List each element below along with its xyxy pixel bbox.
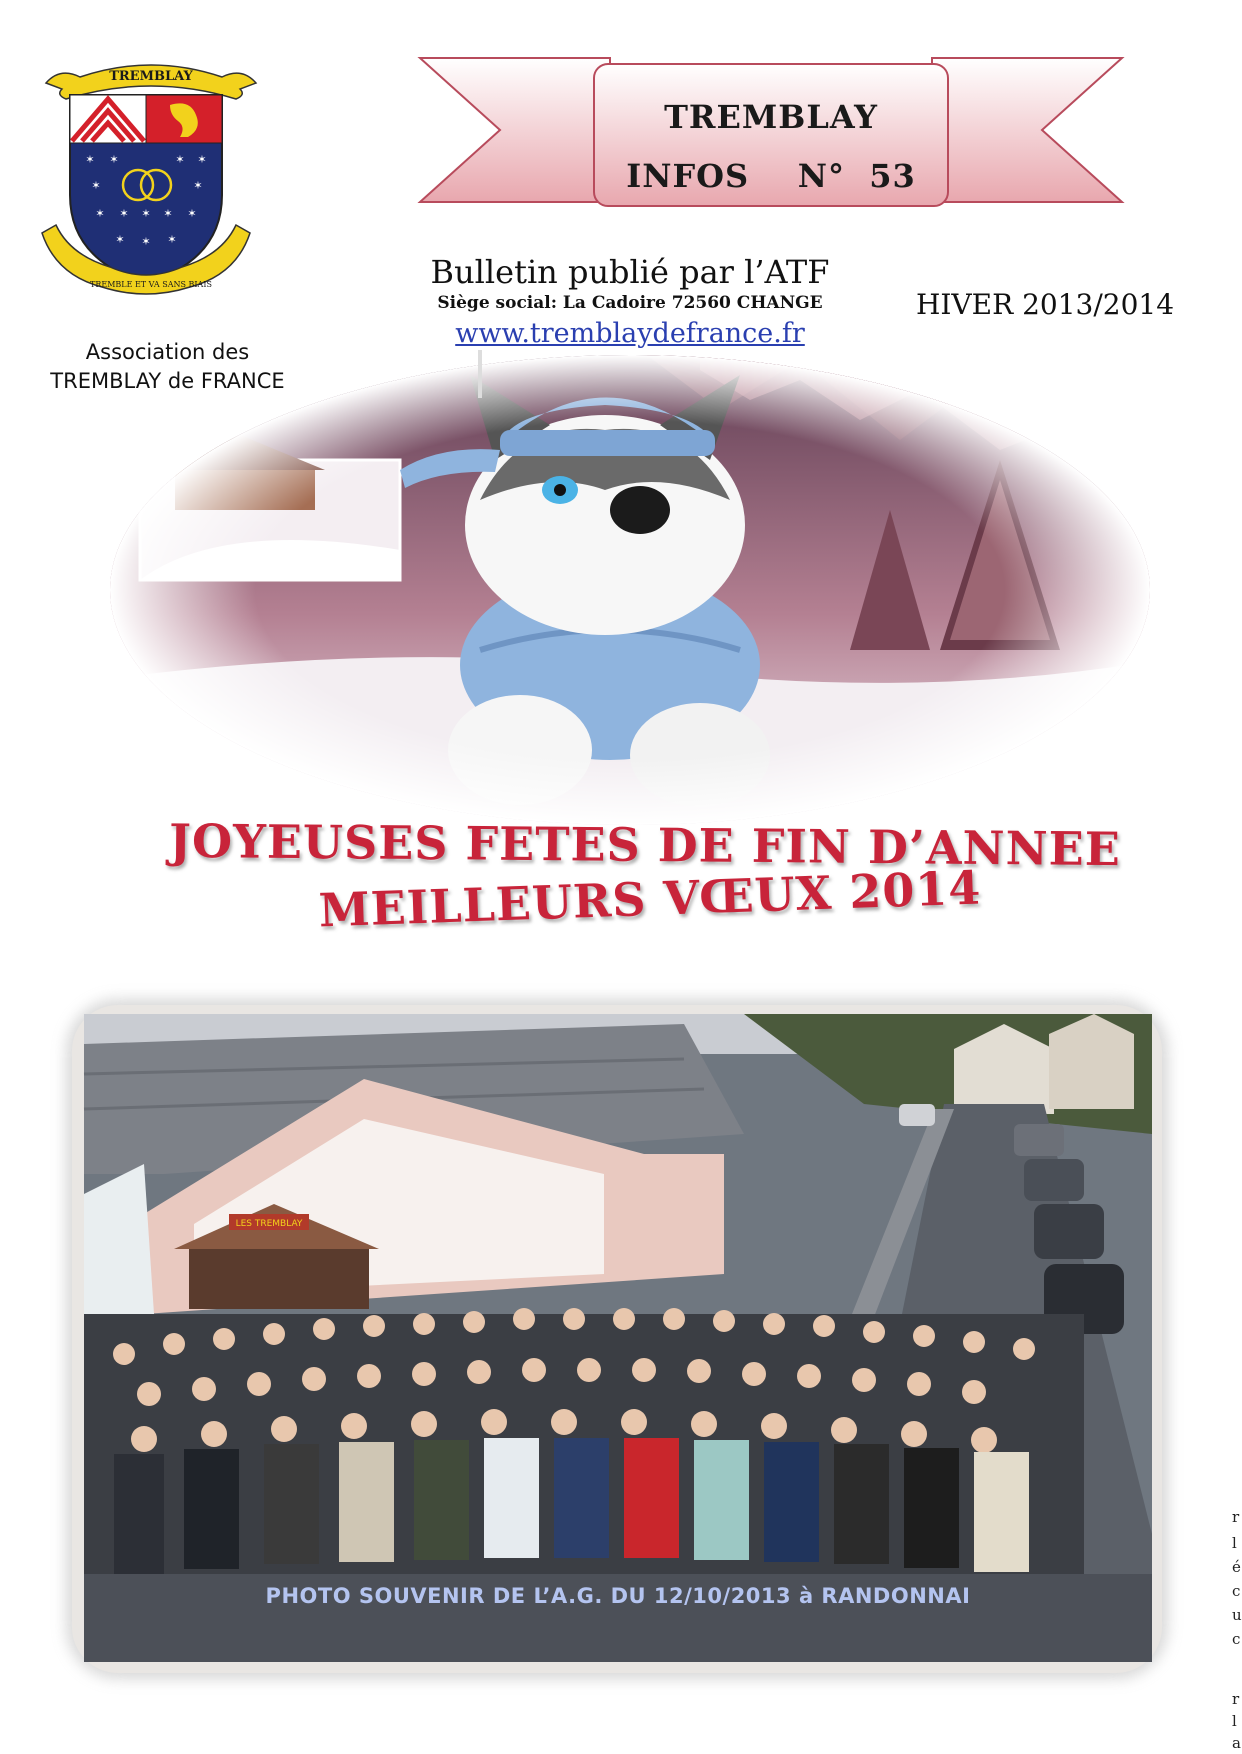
porch-sign: LES TREMBLAY [235, 1219, 303, 1229]
svg-text:✶: ✶ [197, 153, 207, 166]
group-photo [84, 1014, 1152, 1662]
edge-fragment: c [1232, 1630, 1241, 1648]
banner-issue-number: INFOS N° 53 [626, 157, 916, 195]
svg-text:✶: ✶ [91, 179, 101, 192]
edge-fragment: r [1232, 1508, 1240, 1526]
edge-fragment: é [1232, 1558, 1241, 1576]
svg-text:✶: ✶ [119, 207, 129, 220]
crest-ribbon-bottom: TREMBLE ET VA SANS BIAIS [90, 280, 212, 289]
publisher-line: Bulletin publié par l’ATF [430, 253, 830, 291]
svg-text:✶: ✶ [141, 235, 151, 248]
coat-of-arms-logo [40, 55, 262, 295]
banner-title: TREMBLAY [664, 98, 878, 136]
svg-text:✶: ✶ [193, 179, 203, 192]
title-banner [418, 52, 1124, 210]
svg-text:✶: ✶ [95, 207, 105, 220]
edge-fragment: c [1232, 1582, 1241, 1600]
svg-text:✶: ✶ [115, 233, 125, 246]
svg-text:✶: ✶ [187, 207, 197, 220]
winter-husky-illustration [100, 350, 1160, 830]
crowd [84, 1308, 1084, 1584]
edge-fragment: l [1232, 1712, 1237, 1730]
svg-text:✶: ✶ [141, 207, 151, 220]
issue-season: HIVER 2013/2014 [915, 288, 1175, 321]
svg-text:✶: ✶ [175, 153, 185, 166]
svg-text:✶: ✶ [167, 233, 177, 246]
head-office-address: Siège social: La Cadoire 72560 CHANGE [437, 293, 823, 313]
crest-ribbon-top: TREMBLAY [109, 69, 193, 84]
website-link[interactable]: www.tremblaydefrance.fr [455, 318, 805, 349]
svg-text:✶: ✶ [85, 153, 95, 166]
edge-fragment: u [1232, 1606, 1242, 1624]
greeting-line-2: MEILLEURS VŒUX 2014 [317, 860, 983, 938]
photo-caption: PHOTO SOUVENIR DE L’A.G. DU 12/10/2013 à RANDONNAI [265, 1584, 971, 1608]
association-line2: TREMBLAY de FRANCE [50, 369, 285, 393]
edge-fragment: r [1232, 1690, 1240, 1708]
edge-fragment: a [1232, 1734, 1241, 1752]
svg-text:✶: ✶ [109, 153, 119, 166]
greeting-line-1: JOYEUSES FETES DE FIN D’ANNEE [168, 813, 1122, 877]
svg-text:✶: ✶ [163, 207, 173, 220]
association-line1: Association des [85, 340, 250, 364]
edge-fragment: l [1232, 1534, 1237, 1552]
